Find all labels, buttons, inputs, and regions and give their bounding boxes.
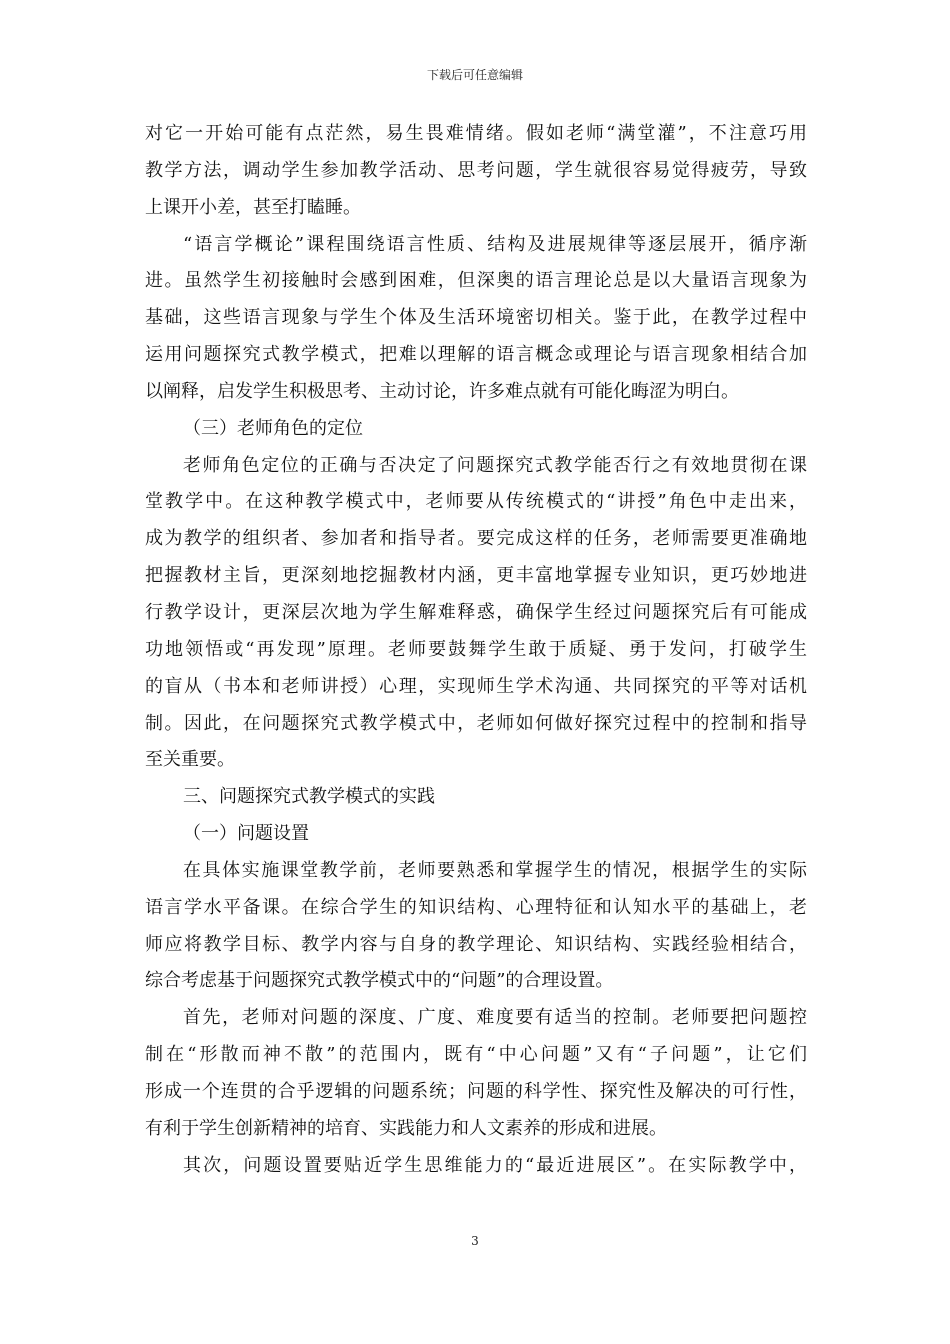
text-line: 的盲从（书本和老师讲授）心理，实现师生学术沟通、共同探究的平等对话机 (145, 675, 807, 697)
text-line: 首先，老师对问题的深度、广度、难度要有适当的控制。老师要把问题控 (183, 1007, 807, 1029)
text-line: 至关重要。 (145, 749, 235, 771)
text-line: 上课开小差，甚至打瞌睡。 (145, 196, 361, 218)
text-line: 其次，问题设置要贴近学生思维能力的“最近进展区”。在实际教学中， (183, 1154, 807, 1176)
text-line: 功地领悟或“再发现”原理。老师要鼓舞学生敢于质疑、勇于发问，打破学生 (145, 638, 807, 660)
section-heading: （三）老师角色的定位 (183, 417, 363, 439)
text-line: 运用问题探究式教学模式，把难以理解的语言概念或理论与语言现象相结合加 (145, 344, 807, 366)
text-line: 老师角色定位的正确与否决定了问题探究式教学能否行之有效地贯彻在课 (183, 454, 807, 476)
text-line: 成为教学的组织者、参加者和指导者。要完成这样的任务，老师需要更准确地 (145, 528, 807, 550)
text-line: 基础，这些语言现象与学生个体及生活环境密切相关。鉴于此，在教学过程中 (145, 307, 807, 329)
text-line: “语言学概论”课程围绕语言性质、结构及进展规律等逐层展开，循序渐 (183, 233, 807, 255)
text-line: 以阐释，启发学生积极思考、主动讨论，许多难点就有可能化晦涩为明白。 (145, 380, 739, 402)
section-heading: 三、问题探究式教学模式的实践 (183, 786, 435, 808)
text-line: 形成一个连贯的合乎逻辑的问题系统；问题的科学性、探究性及解决的可行性， (145, 1080, 807, 1102)
text-line: 制在“形散而神不散”的范围内，既有“中心问题”又有“子问题”，让它们 (145, 1044, 807, 1066)
text-line: 制。因此，在问题探究式教学模式中，老师如何做好探究过程中的控制和指导 (145, 712, 807, 734)
text-line: 对它一开始可能有点茫然，易生畏难情绪。假如老师“满堂灌”，不注意巧用 (145, 123, 807, 144)
text-line: 进。虽然学生初接触时会感到困难，但深奥的语言理论总是以大量语言现象为 (145, 270, 807, 292)
header-note: 下载后可任意编辑 (426, 68, 523, 82)
text-line: 行教学设计，更深层次地为学生解难释惑，确保学生经过问题探究后有可能成 (145, 601, 807, 623)
page-number: 3 (471, 1234, 479, 1248)
text-line: 把握教材主旨，更深刻地挖掘教材内涵，更丰富地掌握专业知识，更巧妙地进 (145, 565, 807, 587)
text-line: 语言学水平备课。在综合学生的知识结构、心理特征和认知水平的基础上，老 (145, 896, 807, 918)
text-line: 在具体实施课堂教学前，老师要熟悉和掌握学生的情况，根据学生的实际 (183, 859, 807, 881)
text-line: 有利于学生创新精神的培育、实践能力和人文素养的形成和进展。 (145, 1117, 667, 1139)
text-line: 师应将教学目标、教学内容与自身的教学理论、知识结构、实践经验相结合， (145, 933, 807, 955)
text-line: 堂教学中。在这种教学模式中，老师要从传统模式的“讲授”角色中走出来， (145, 491, 807, 513)
document-body (145, 116, 807, 1184)
subsection-heading: （一）问题设置 (183, 823, 309, 845)
text-line: 综合考虑基于问题探究式教学模式中的“问题”的合理设置。 (145, 970, 614, 992)
text-line: 教学方法，调动学生参加教学活动、思考问题，学生就很容易觉得疲劳，导致 (145, 159, 807, 181)
